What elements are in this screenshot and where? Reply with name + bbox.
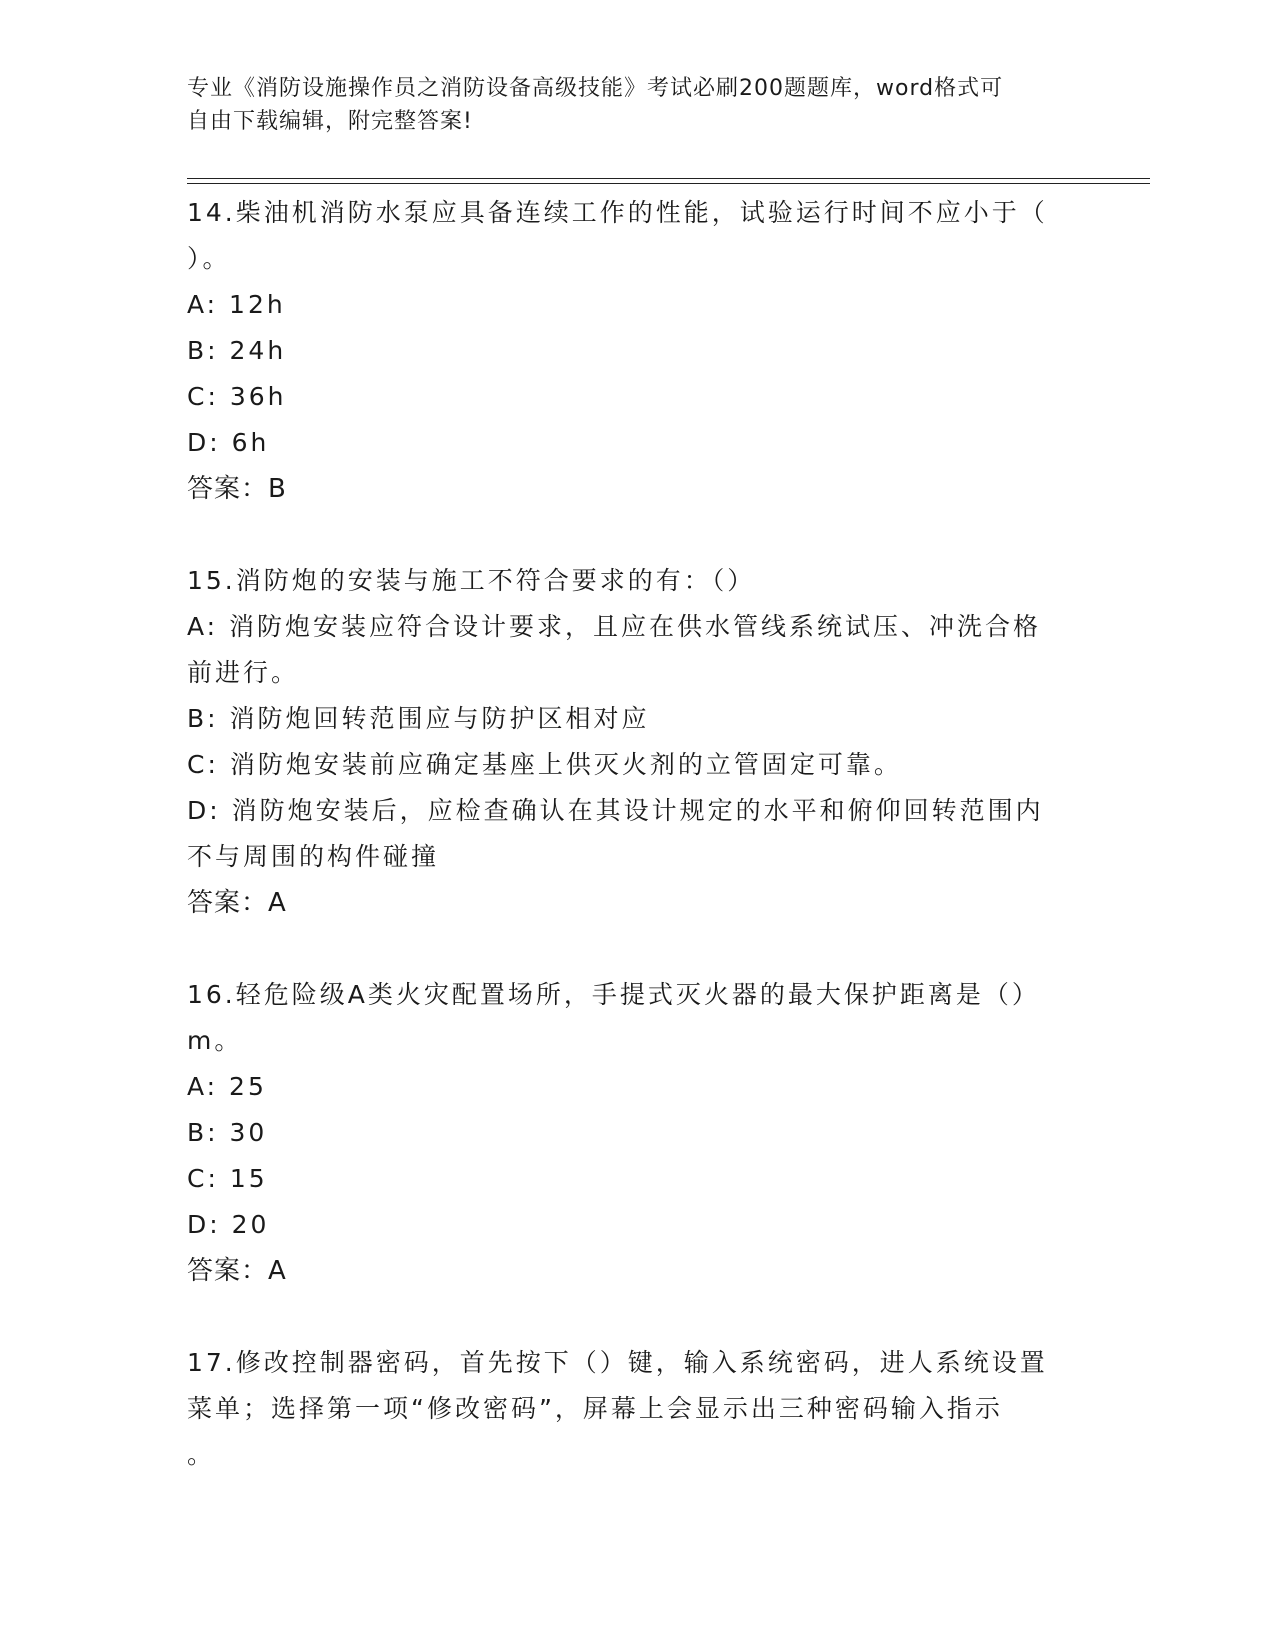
option-a: A: 12h [187, 290, 286, 319]
spacer [187, 1294, 1087, 1340]
option-b: B: 消防炮回转范围应与防护区相对应 [187, 704, 650, 733]
option-c: C: 消防炮安装前应确定基座上供灭火剂的立管固定可靠。 [187, 750, 902, 779]
option-d: D: 6h [187, 428, 270, 457]
option-a-continued: 前进行。 [187, 658, 300, 687]
answer: 答案：A [187, 888, 287, 918]
spacer [187, 926, 1087, 972]
option-d: D: 20 [187, 1210, 270, 1239]
question-stem-continued: ）。 [187, 244, 231, 273]
question-stem-continued: 菜单；选择第一项“修改密码”，屏幕上会显示出三种密码输入指示 [187, 1394, 1003, 1423]
question-16 [187, 972, 1087, 1294]
answer: 答案：B [187, 474, 287, 504]
question-stem-continued: m。 [187, 1026, 243, 1055]
spacer [187, 512, 1087, 558]
question-stem-continued: 。 [187, 1440, 216, 1469]
option-b: B: 24h [187, 336, 287, 365]
option-c: C: 15 [187, 1164, 268, 1193]
option-d-continued: 不与周围的构件碰撞 [187, 842, 440, 871]
header-line-2: 自由下载编辑，附完整答案! [187, 109, 473, 134]
question-17 [187, 1340, 1087, 1478]
option-a: A: 消防炮安装应符合设计要求，且应在供水管线系统试压、冲洗合格 [187, 612, 1042, 641]
question-stem: 16.轻危险级A类火灾配置场所，手提式灭火器的最大保护距离是（） [187, 980, 1040, 1009]
question-stem: 14.柴油机消防水泵应具备连续工作的性能，试验运行时间不应小于（ [187, 198, 1048, 227]
option-b: B: 30 [187, 1118, 268, 1147]
header-divider-top [187, 178, 1150, 179]
document-header [187, 72, 1087, 138]
question-list [187, 190, 1087, 1478]
question-14 [187, 190, 1087, 512]
header-divider-bottom [187, 183, 1150, 184]
option-a: A: 25 [187, 1072, 267, 1101]
question-stem: 17.修改控制器密码，首先按下（）键，输入系统密码，进人系统设置 [187, 1348, 1048, 1377]
option-d: D: 消防炮安装后，应检查确认在其设计规定的水平和俯仰回转范围内 [187, 796, 1044, 825]
option-c: C: 36h [187, 382, 287, 411]
answer: 答案：A [187, 1256, 287, 1286]
question-stem: 15.消防炮的安装与施工不符合要求的有：（） [187, 566, 756, 595]
question-15 [187, 558, 1087, 926]
header-line-1: 专业《消防设施操作员之消防设备高级技能》考试必刷200题题库，word格式可 [187, 76, 1004, 101]
